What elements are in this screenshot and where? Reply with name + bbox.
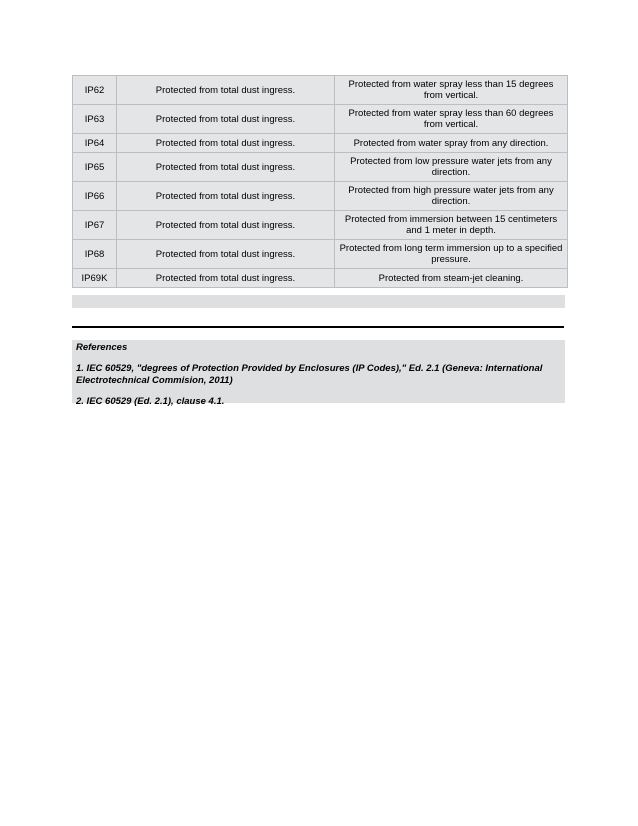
ip-code-cell: IP63 (73, 105, 117, 134)
table-row (73, 240, 568, 269)
liquids-protection-cell: Protected from long term immersion up to a specified pressure. (335, 240, 568, 269)
liquids-protection-cell: Protected from immersion between 15 centimeters and 1 meter in depth. (335, 211, 568, 240)
ip-code-cell: IP65 (73, 153, 117, 182)
references-section (72, 340, 565, 407)
ip-code-cell: IP66 (73, 182, 117, 211)
ip-code-cell: IP67 (73, 211, 117, 240)
liquids-protection-cell: Protected from water spray from any direction. (335, 134, 568, 153)
solids-protection-cell: Protected from total dust ingress. (117, 134, 335, 153)
liquids-protection-cell: Protected from water spray less than 15 degrees from vertical. (335, 76, 568, 105)
reference-item: 1. IEC 60529, "degrees of Protection Provided by Enclosures (IP Codes)," Ed. 2.1 (Geneva: International Electrotechnical Commision, 2011) (76, 363, 543, 386)
ip-code-cell: IP68 (73, 240, 117, 269)
references-heading: References (76, 342, 128, 353)
liquids-protection-cell: Protected from high pressure water jets from any direction. (335, 182, 568, 211)
ip-code-cell: IP64 (73, 134, 117, 153)
liquids-protection-cell: Protected from water spray less than 60 degrees from vertical. (335, 105, 568, 134)
solids-protection-cell: Protected from total dust ingress. (117, 240, 335, 269)
table-row (73, 211, 568, 240)
section-divider (72, 326, 564, 328)
empty-shaded-row (72, 295, 565, 308)
ip-rating-table (72, 75, 568, 288)
table-row (73, 134, 568, 153)
reference-item: 2. IEC 60529 (Ed. 2.1), clause 4.1. (76, 396, 225, 407)
solids-protection-cell: Protected from total dust ingress. (117, 153, 335, 182)
solids-protection-cell: Protected from total dust ingress. (117, 269, 335, 288)
solids-protection-cell: Protected from total dust ingress. (117, 211, 335, 240)
table-row (73, 182, 568, 211)
ip-code-cell: IP69K (73, 269, 117, 288)
liquids-protection-cell: Protected from low pressure water jets from any direction. (335, 153, 568, 182)
solids-protection-cell: Protected from total dust ingress. (117, 182, 335, 211)
table-row (73, 269, 568, 288)
liquids-protection-cell: Protected from steam-jet cleaning. (335, 269, 568, 288)
table-row (73, 153, 568, 182)
table-row (73, 76, 568, 105)
solids-protection-cell: Protected from total dust ingress. (117, 105, 335, 134)
solids-protection-cell: Protected from total dust ingress. (117, 76, 335, 105)
ip-code-cell: IP62 (73, 76, 117, 105)
table-row (73, 105, 568, 134)
